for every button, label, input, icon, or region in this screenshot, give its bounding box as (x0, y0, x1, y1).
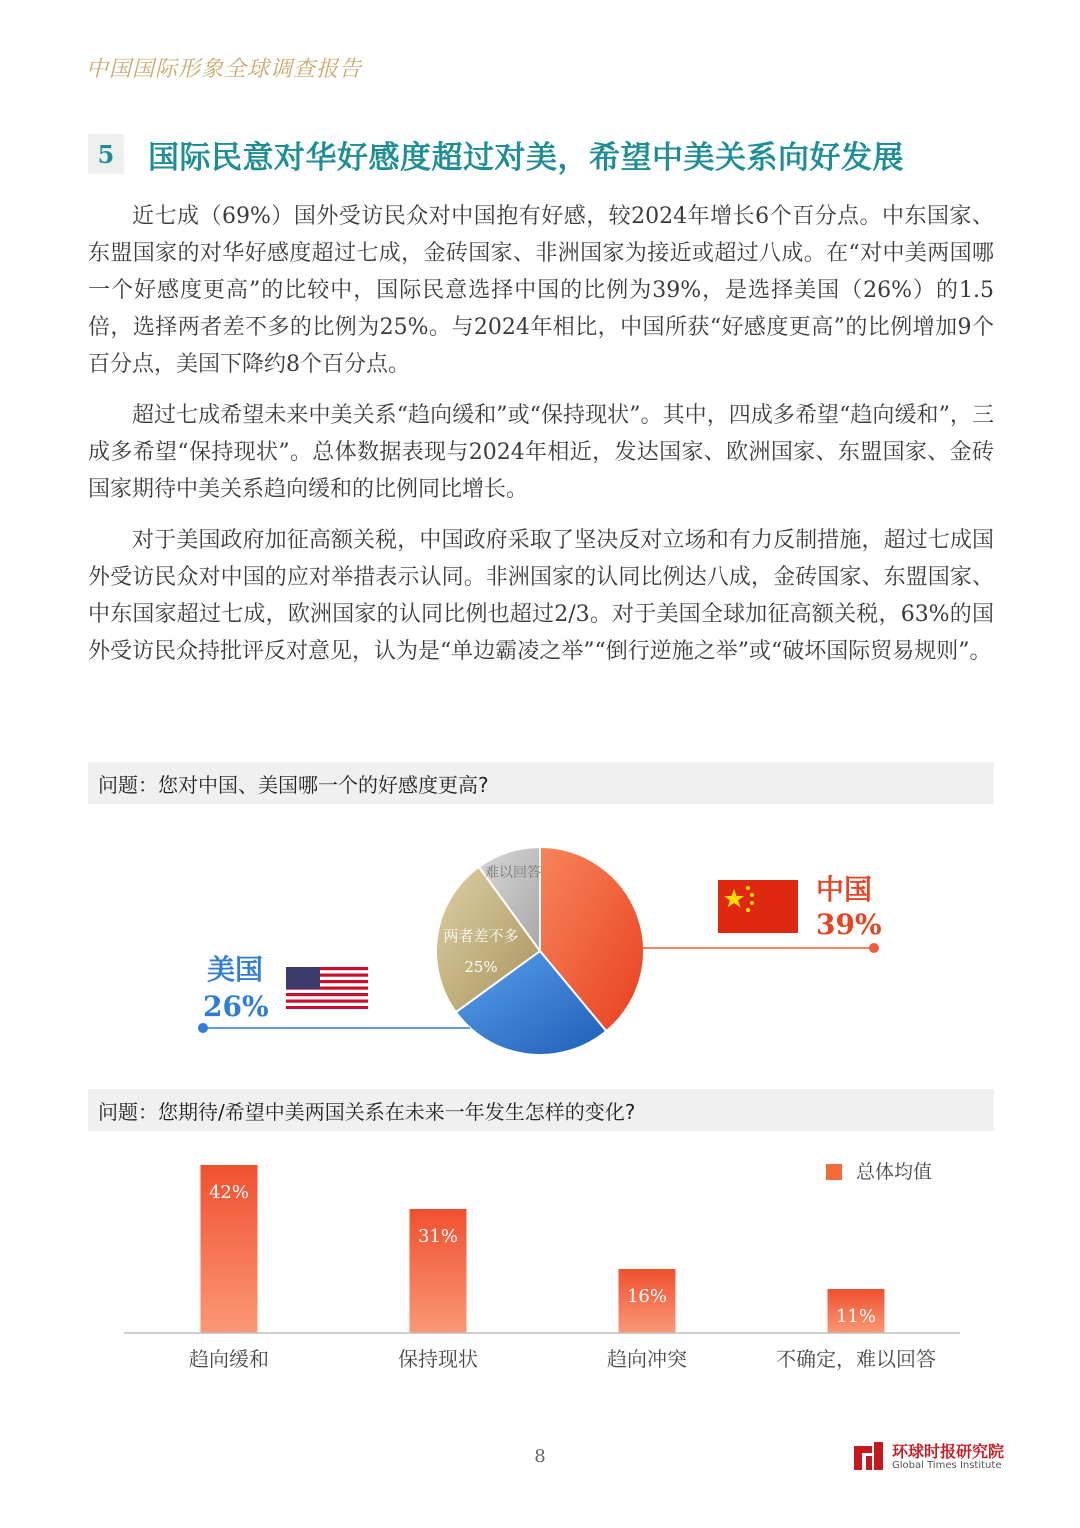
page-number: 8 (534, 1446, 546, 1467)
favorability-pie-chart (0, 810, 1080, 1080)
bar-category-label: 趋向冲突 (607, 1347, 687, 1371)
section-number: 5 (88, 134, 124, 174)
usa-label: 美国 (207, 953, 264, 986)
china-flag-icon (718, 880, 798, 933)
paragraph-1: 近七成（69%）国外受访民众对中国抱有好感，较2024年增长6个百分点。中东国家、东盟国家的对华好感度超过七成，金砖国家、非洲国家为接近或超过八成。在“对中美两国哪一个好感度更高”的比较中，国际民意选择中国的比例为39%，是选择美国（26%）的1.5倍，选择两者差不多的比例为25%。与2024年相比，中国所获“好感度更高”的比例增加9个百分点，美国下降约8个百分点。 (88, 204, 994, 377)
question-1-text: 问题：您对中国、美国哪一个的好感度更高? (98, 772, 489, 797)
section-title: 国际民意对华好感度超过对美，希望中美关系向好发展 (148, 139, 904, 176)
publisher-logo (852, 1440, 1004, 1474)
global-times-logo-icon (852, 1440, 886, 1474)
question-2-bar (88, 1089, 994, 1131)
pie-slice-value-equal: 25% (464, 958, 498, 976)
china-leader-dot (869, 943, 879, 953)
relations-bar-chart (0, 1140, 1080, 1390)
paragraph-3: 对于美国政府加征高额关税，中国政府采取了坚决反对立场和有力反制措施，超过七成国外受访民众对中国的应对举措表示认同。非洲国家的认同比例达八成，金砖国家、东盟国家、中东国家超过七成，欧洲国家的认同比例也超过2/3。对于美国全球加征高额关税，63%的国外受访民众持批评反对意见，认为是“单边霸凌之举”“倒行逆施之举”或“破坏国际贸易规则”。 (88, 528, 994, 664)
pie-slice-label-equal: 两者差不多 (443, 927, 519, 945)
usa-flag-icon (286, 967, 368, 1009)
bar-value-label: 11% (835, 1306, 877, 1327)
china-label: 中国 (816, 873, 873, 906)
bar-category-label: 不确定，难以回答 (776, 1347, 936, 1371)
china-value: 39% (816, 908, 882, 941)
question-2-text: 问题：您期待/希望中美两国关系在未来一年发生怎样的变化? (98, 1099, 636, 1124)
running-header: 中国国际形象全球调查报告 (86, 57, 363, 82)
usa-value: 26% (203, 990, 269, 1023)
question-1-bar (88, 762, 994, 804)
section-heading (88, 134, 904, 174)
usa-leader-dot (198, 1023, 208, 1033)
bar-category-label: 保持现状 (398, 1347, 478, 1371)
publisher-name-en: Global Times Institute (892, 1460, 1002, 1472)
publisher-name-cn: 环球时报研究院 (892, 1441, 1005, 1461)
legend-label: 总体均值 (856, 1161, 933, 1183)
bar-category-label: 趋向缓和 (189, 1347, 269, 1371)
paragraph-2: 超过七成希望未来中美关系“趋向缓和”或“保持现状”。其中，四成多希望“趋向缓和”，三成多希望“保持现状”。总体数据表现与2024年相近，发达国家、欧洲国家、东盟国家、金砖国家期待中美关系趋向缓和的比例同比增长。 (88, 403, 994, 502)
pie-slice-label-no-answer: 难以回答 (485, 865, 541, 881)
legend-swatch (826, 1164, 842, 1180)
bar-value-label: 31% (417, 1226, 459, 1247)
body-text (88, 198, 994, 684)
bar-value-label: 16% (626, 1286, 668, 1307)
bar-value-label: 42% (208, 1182, 250, 1203)
